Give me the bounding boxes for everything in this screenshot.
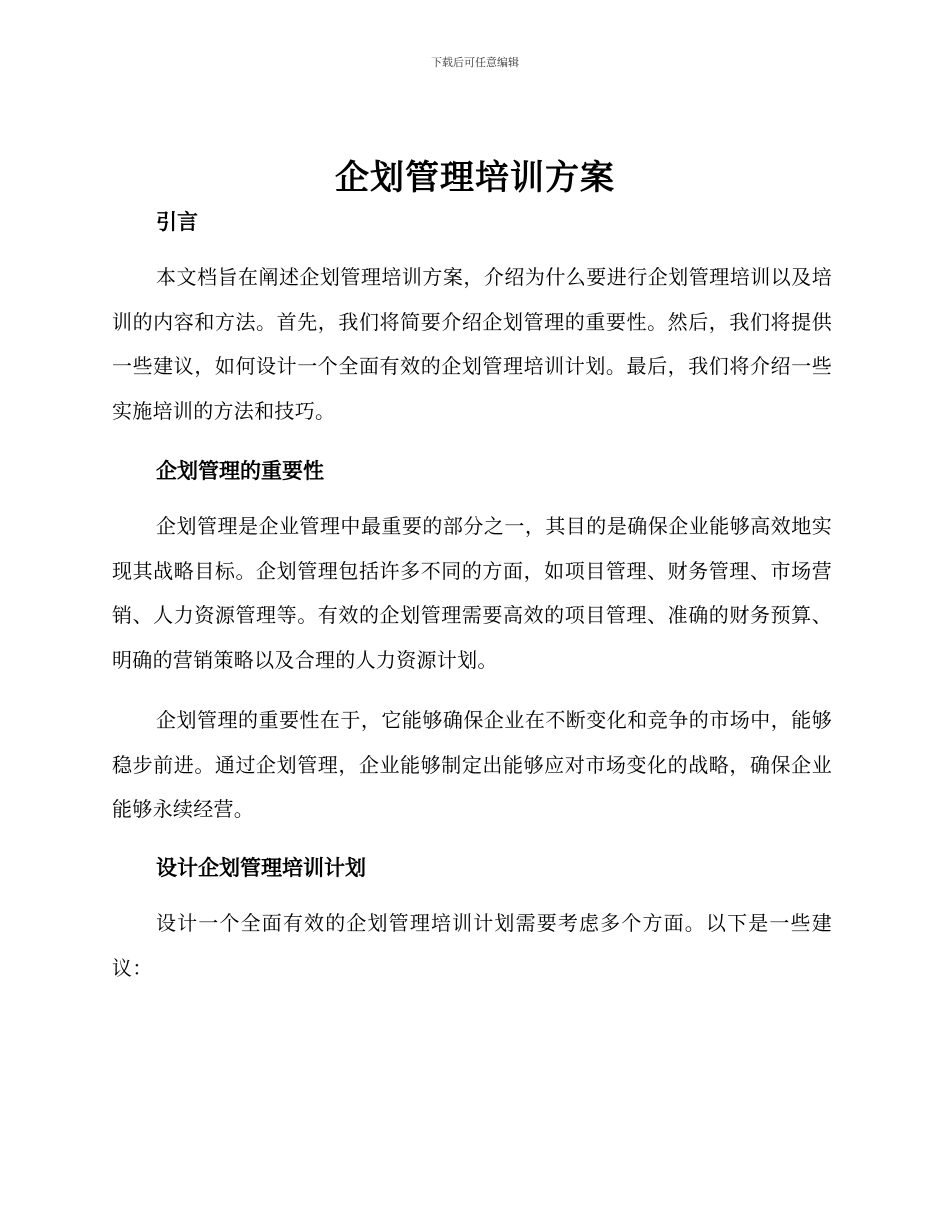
section-intro-body [112, 255, 832, 433]
document-title: 企划管理培训方案 [335, 158, 615, 198]
paragraph: 企划管理的重要性在于，它能够确保企业在不断变化和竞争的市场中，能够稳步前进。通过企划管理，企业能够制定出能够应对市场变化的战略，确保企业能够永续经营。 [112, 708, 832, 821]
section-heading-design: 设计企划管理培训计划 [156, 856, 366, 880]
section-design-body [112, 901, 832, 990]
paragraph: 设计一个全面有效的企划管理培训计划需要考虑多个方面。以下是一些建议： [112, 911, 832, 980]
section-importance-body-2 [112, 698, 832, 832]
section-heading-intro: 引言 [156, 210, 198, 234]
header-note: 下载后可任意编辑 [431, 56, 519, 69]
section-importance-body-1 [112, 504, 832, 682]
paragraph: 本文档旨在阐述企划管理培训方案，介绍为什么要进行企划管理培训以及培训的内容和方法。首先，我们将简要介绍企划管理的重要性。然后，我们将提供一些建议，如何设计一个全面有效的企划管理培训计划。最后，我们将介绍一些实施培训的方法和技巧。 [112, 265, 832, 423]
paragraph: 企划管理是企业管理中最重要的部分之一，其目的是确保企业能够高效地实现其战略目标。企划管理包括许多不同的方面，如项目管理、财务管理、市场营销、人力资源管理等。有效的企划管理需要高效的项目管理、准确的财务预算、明确的营销策略以及合理的人力资源计划。 [112, 514, 832, 672]
section-heading-importance: 企划管理的重要性 [156, 459, 324, 483]
